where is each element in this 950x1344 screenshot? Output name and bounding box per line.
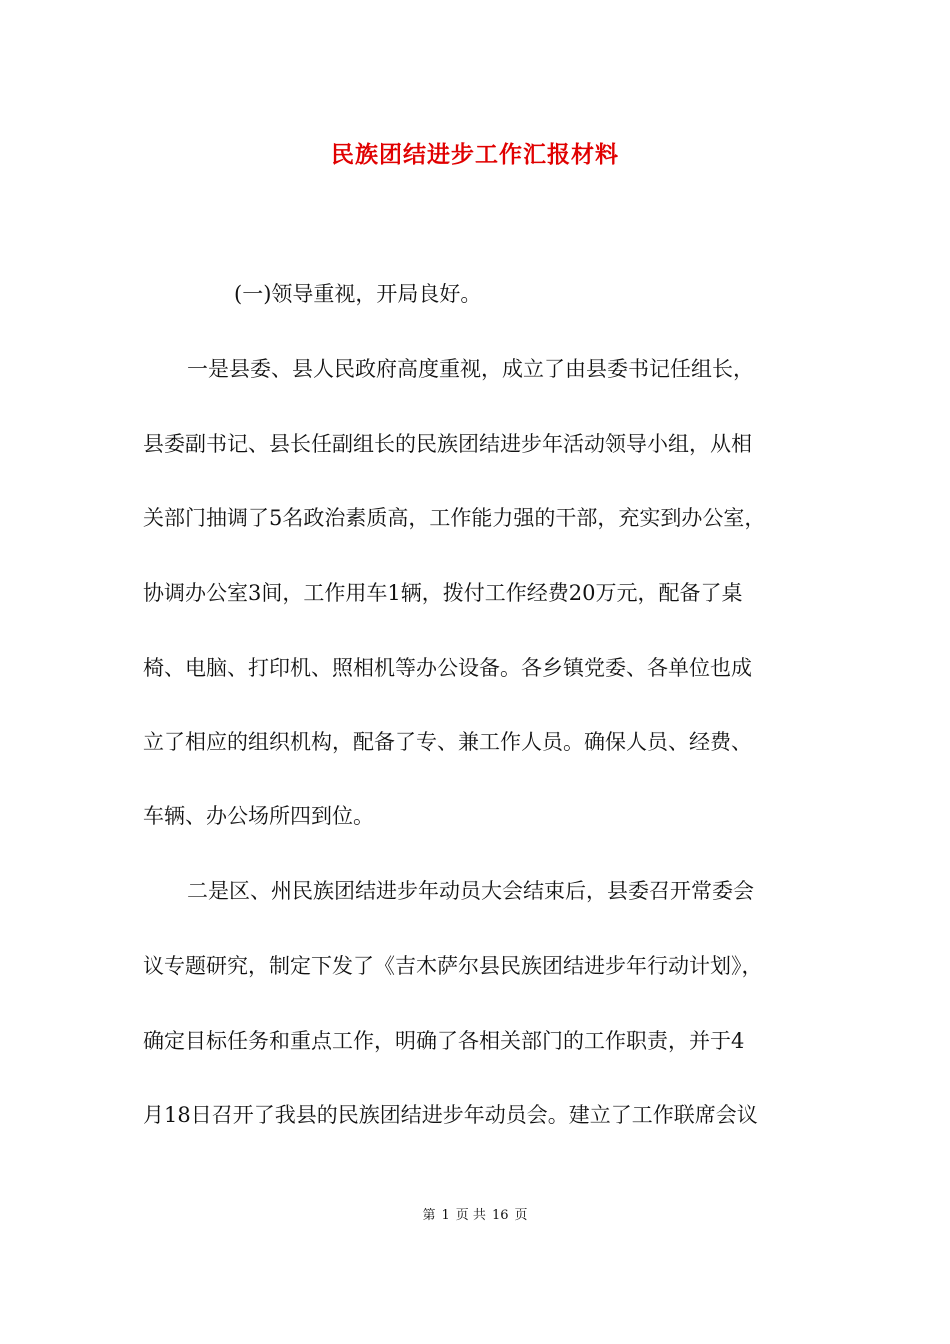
footer-suffix: 页 bbox=[514, 1208, 528, 1223]
page-footer bbox=[0, 1206, 950, 1226]
paragraph-line: 车辆、办公场所四到位。 bbox=[143, 804, 374, 828]
section-heading: (一)领导重视，开局良好。 bbox=[234, 282, 482, 306]
paragraph-line: 确定目标任务和重点工作，明确了各相关部门的工作职责，并于4 bbox=[143, 1029, 745, 1053]
paragraph-line: 一是县委、县人民政府高度重视，成立了由县委书记任组长， bbox=[187, 357, 754, 381]
paragraph-line: 协调办公室3间，工作用车1辆，拨付工作经费20万元，配备了桌 bbox=[143, 581, 743, 605]
paragraph-line: 关部门抽调了5名政治素质高，工作能力强的干部，充实到办公室， bbox=[143, 506, 766, 530]
paragraph-line: 椅、电脑、打印机、照相机等办公设备。各乡镇党委、各单位也成 bbox=[143, 656, 752, 680]
footer-prefix: 第 bbox=[422, 1208, 436, 1223]
footer-page-number: 1 bbox=[441, 1208, 450, 1223]
paragraph-line: 议专题研究，制定下发了《吉木萨尔县民族团结进步年行动计划》， bbox=[143, 954, 763, 978]
footer-total-pages: 16 bbox=[491, 1208, 509, 1223]
paragraph-line: 县委副书记、县长任副组长的民族团结进步年活动领导小组，从相 bbox=[143, 432, 752, 456]
paragraph-line: 月18日召开了我县的民族团结进步年动员会。建立了工作联席会议 bbox=[143, 1103, 758, 1127]
document-title: 民族团结进步工作汇报材料 bbox=[331, 141, 619, 168]
footer-middle: 页 共 bbox=[455, 1208, 486, 1223]
paragraph-line: 立了相应的组织机构，配备了专、兼工作人员。确保人员、经费、 bbox=[143, 730, 752, 754]
paragraph-line: 二是区、州民族团结进步年动员大会结束后，县委召开常委会 bbox=[187, 879, 754, 903]
